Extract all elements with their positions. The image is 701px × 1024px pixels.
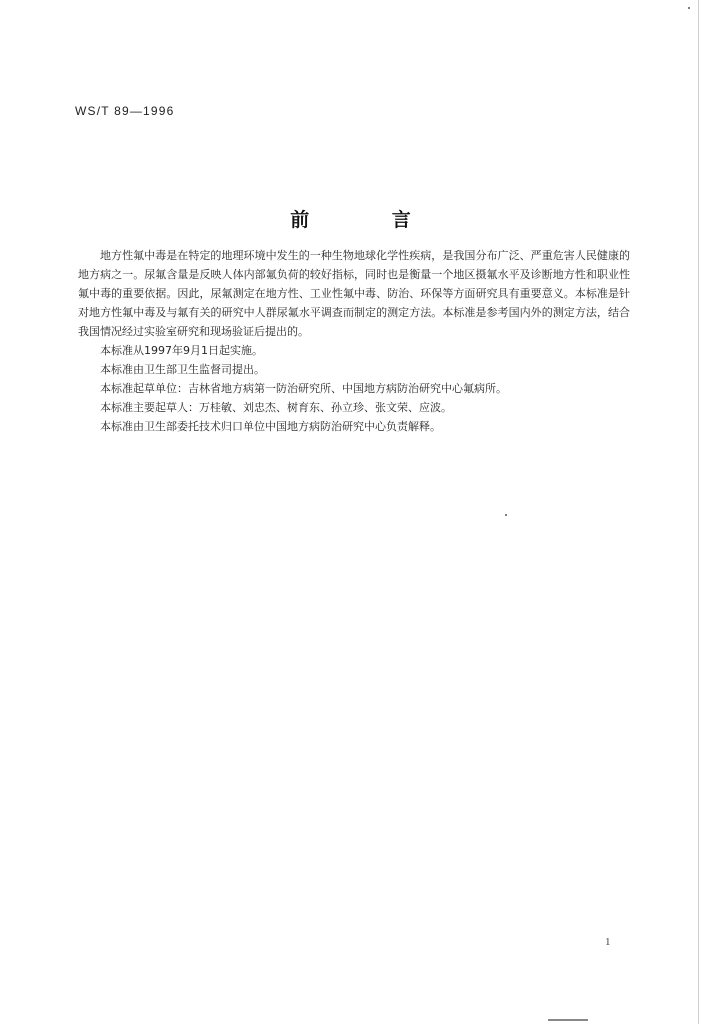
section-title: 前 言 — [290, 209, 449, 231]
scan-mark — [548, 1019, 588, 1021]
paragraph-drafters: 本标准主要起草人：万桂敏、刘忠杰、树育东、孙立珍、张文荣、应波。 — [100, 401, 452, 414]
paragraph-proposer: 本标准由卫生部卫生监督司提出。 — [100, 363, 265, 376]
standard-code: WS/T 89—1996 — [75, 104, 175, 118]
foreword-body — [78, 246, 630, 436]
paragraph-effective-date: 本标准从1997年9月1日起实施。 — [100, 344, 263, 357]
paragraph-interpretation: 本标准由卫生部委托技术归口单位中国地方病防治研究中心负责解释。 — [100, 420, 441, 433]
scan-speck — [505, 514, 507, 516]
scan-speck — [688, 7, 690, 9]
paragraph-drafting-units: 本标准起草单位：吉林省地方病第一防治研究所、中国地方病防治研究中心氟病所。 — [100, 382, 507, 395]
page-edge-line — [698, 0, 699, 1024]
paragraph-intro: 地方性氟中毒是在特定的地理环境中发生的一种生物地球化学性疾病，是我国分布广泛、严重危害人民健康的地方病之一。尿氟含量是反映人体内部氟负荷的较好指标，同时也是衡量一个地区摄氟水平及诊断地方性和职业性氟中毒的重要依据。因此，尿氟测定在地方性、工业性氟中毒、防治、环保等方面研究具有重要意义。本标准是针对地方性氟中毒及与氟有关的研究中人群尿氟水平调查而制定的测定方法。本标准是参考国内外的测定方法，结合我国情况经过实验室研究和现场验证后提出的。 — [78, 249, 630, 338]
page-number: 1 — [605, 936, 611, 948]
